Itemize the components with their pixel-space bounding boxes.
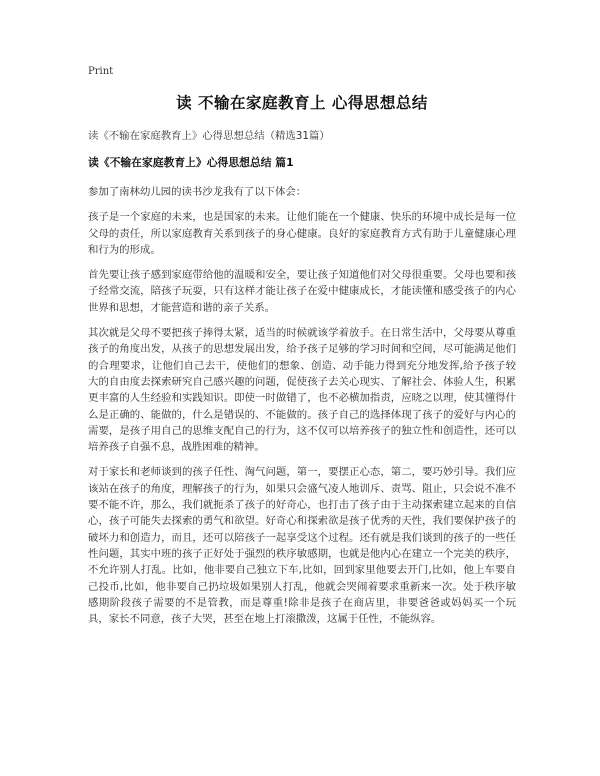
document-subtitle: 读《不输在家庭教育上》心得思想总结（精选31篇） [88, 130, 330, 142]
paragraph-4: 对于家长和老师谈到的孩子任性、淘气问题，第一，要摆正心态，第二，要巧妙引导。我们应该站在孩子的角度，理解孩子的行为，如果只会盛气凌人地训斥、责骂、阻止，只会说不准不要不能不许，那么，我们就扼杀了孩子的好奇心，也打击了孩子由于主动探索建立起来的自信心，孩子可能失去探索的勇气和欲望。好奇心和探索欲是孩子优秀的天性，我们要保护孩子的破坏力和创造力，而且，还可以陪孩子一起享受这个过程。还有就是我们谈到的孩子的一些任性问题，其实中班的孩子正好处于强烈的秩序敏感期，也就是他内心在建立一个完美的秩序，不允许别人打乱。比如，他非要自己独立下车,比如，回到家里他要去开门,比如，他上车要自己投币,比如，他非要自己扔垃圾如果别人打乱，他就会哭闹着要求重新来一次。处于秩序敏感期阶段孩子需要的不是管教，而是尊重!除非是孩子在商店里，非要爸爸或妈妈买一个玩具，家长不同意，孩子大哭，甚至在地上打滚撒泼，这属于任性，不能纵容。 [88, 466, 516, 626]
paragraph-intro: 参加了南林幼儿园的读书沙龙我有了以下体会： [88, 186, 307, 198]
paragraph-3: 其次就是父母不要把孩子捧得太紧，适当的时候就该学着放手。在日常生活中，父母要从尊重孩子的角度出发，从孩子的思想发展出发，给予孩子足够的学习时间和空间，尽可能满足他们的合理要求，让他们自己去干，使他们的想象、创造、动手能力得到充分地发挥,给予孩子较大的自由度去探索研究自己感兴趣的问题，促使孩子去关心现实、了解社会、体验人生，积累更丰富的人生经验和实践知识。即使一时做错了，也不必横加指责，应晓之以理，使其懂得什么是正确的、能做的，什么是错误的、不能做的。孩子自己的选择体现了孩子的爱好与内心的需要，是孩子用自己的思维支配自己的行为，这不仅可以培养孩子的独立性和创造性，还可以培养孩子自强不息，战胜困难的精神。 [88, 327, 516, 454]
paragraph-1: 孩子是一个家庭的未来，也是国家的未来。让他们能在一个健康、快乐的环境中成长是每一位父母的责任，所以家庭教育关系到孩子的身心健康。良好的家庭教育方式有助于儿童健康心理和行为的形成。 [88, 211, 516, 256]
print-label: Print [88, 66, 114, 77]
document-page [88, 66, 516, 636]
section-heading: 读《不输在家庭教育上》心得思想总结 篇1 [88, 156, 294, 169]
paragraph-2: 首先要让孩子感到家庭带给他的温暖和安全，要让孩子知道他们对父母很重要。父母也要和孩子经常交流，陪孩子玩耍，只有这样才能让孩子在爱中健康成长，才能读懂和感受孩子的内心世界和思想，才能营造和谐的亲子关系。 [88, 269, 516, 314]
page-title: 读 不输在家庭教育上 心得思想总结 [176, 94, 428, 112]
